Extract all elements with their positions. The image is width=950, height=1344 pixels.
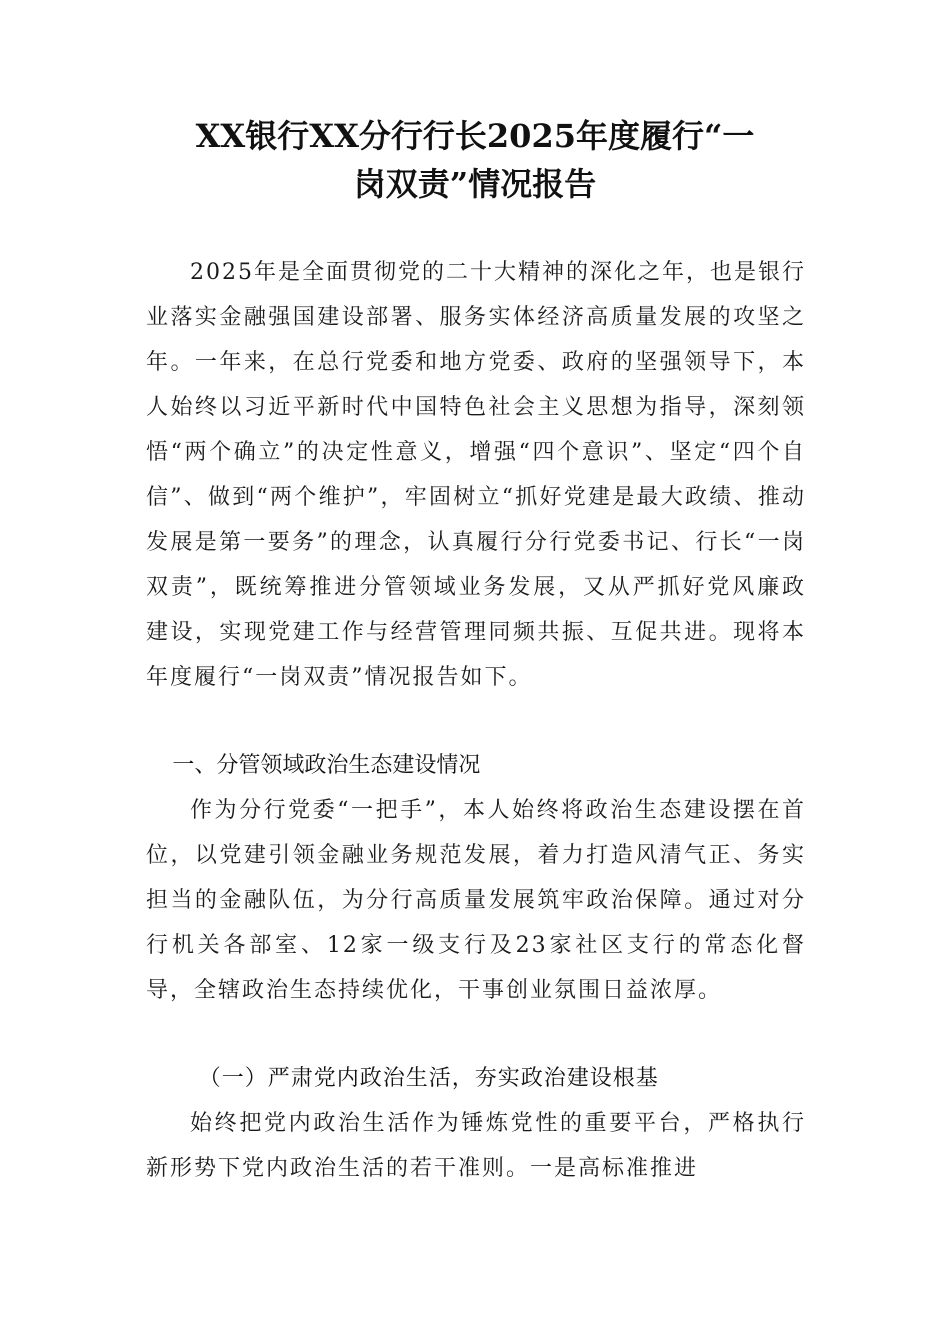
title-line-1: XX银行XX分行行长2025年度履行“一 bbox=[195, 117, 755, 155]
document-title bbox=[130, 112, 820, 208]
subsection-1-paragraph: 始终把党内政治生活作为锤炼党性的重要平台，严格执行新形势下党内政治生活的若干准则。一是高标准推进 bbox=[146, 1111, 806, 1181]
section-1-paragraph: 作为分行党委“一把手”，本人始终将政治生态建设摆在首位，以党建引领金融业务规范发展，着力打造风清气正、务实担当的金融队伍，为分行高质量发展筑牢政治保障。通过对分行机关各部室、12家一级支行及23家社区支行的常态化督导，全辖政治生态持续优化，干事创业氛围日益浓厚。 bbox=[146, 798, 806, 1003]
title-line-2: 岗双责”情况报告 bbox=[353, 165, 597, 203]
intro-paragraph: 2025年是全面贯彻党的二十大精神的深化之年，也是银行业落实金融强国建设部署、服务实体经济高质量发展的攻坚之年。一年来，在总行党委和地方党委、政府的坚强领导下，本人始终以习近平新时代中国特色社会主义思想为指导，深刻领悟“两个确立”的决定性意义，增强“四个意识”、坚定“四个自信”、做到“两个维护”，牢固树立“抓好党建是最大政绩、推动发展是第一要务”的理念，认真履行分行党委书记、行长“一岗双责”，既统筹推进分管领域业务发展，又从严抓好党风廉政建设，实现党建工作与经营管理同频共振、互促共进。现将本年度履行“一岗双责”情况报告如下。 bbox=[146, 260, 806, 690]
section-1-heading: 一、分管领域政治生态建设情况 bbox=[172, 753, 481, 778]
subsection-1-heading: （一）严肃党内政治生活，夯实政治建设根基 bbox=[198, 1066, 659, 1091]
